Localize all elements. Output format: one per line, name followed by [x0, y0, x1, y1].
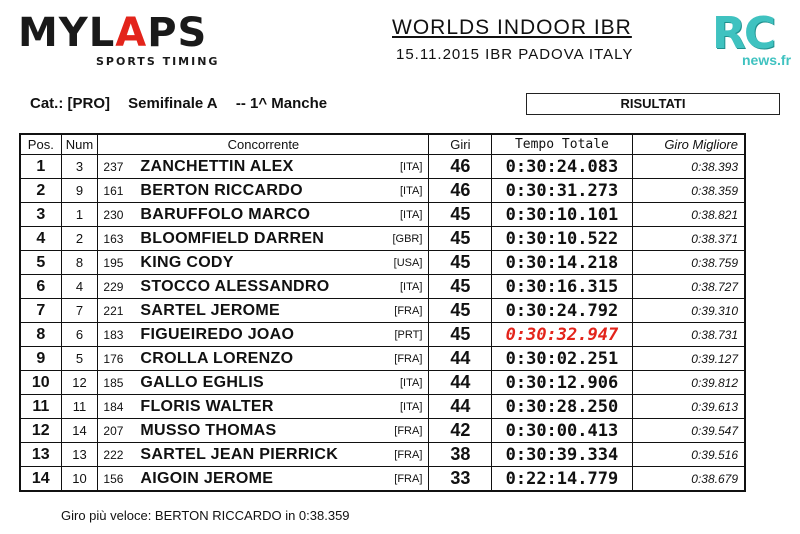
row-competitor	[98, 467, 429, 492]
row-pos: 1	[20, 155, 61, 179]
row-total-time: 0:30:00.413	[492, 419, 632, 443]
row-competitor	[98, 299, 429, 323]
row-num: 5	[61, 347, 98, 371]
row-code: 222	[103, 448, 124, 462]
row-name: FIGUEIREDO JOAO	[140, 326, 295, 343]
row-total-time: 0:30:31.273	[492, 179, 632, 203]
row-total-time: 0:30:12.906	[492, 371, 632, 395]
table-row	[20, 203, 745, 227]
category-label: Cat.: [PRO]	[30, 95, 110, 112]
row-name: AIGOIN JEROME	[140, 470, 274, 487]
row-laps: 38	[429, 443, 492, 467]
row-code: 176	[103, 352, 124, 366]
row-best-lap: 0:39.812	[632, 371, 745, 395]
table-row	[20, 155, 745, 179]
row-pos: 14	[20, 467, 61, 492]
row-code: 221	[103, 304, 124, 318]
row-best-lap: 0:38.393	[632, 155, 745, 179]
row-nationality: [FRA]	[394, 425, 423, 437]
table-header-row	[20, 134, 745, 155]
row-pos: 6	[20, 275, 61, 299]
mylaps-logo-text: MYLAPS	[18, 10, 208, 56]
event-title: WORLDS INDOOR IBR	[392, 16, 632, 39]
row-name: BARUFFOLO MARCO	[140, 206, 311, 223]
row-laps: 44	[429, 371, 492, 395]
row-code: 237	[103, 160, 124, 174]
row-best-lap: 0:39.127	[632, 347, 745, 371]
row-nationality: [ITA]	[399, 161, 423, 173]
table-row	[20, 323, 745, 347]
row-nationality: [FRA]	[394, 353, 423, 365]
col-header-num: Num	[61, 134, 98, 155]
row-pos: 11	[20, 395, 61, 419]
row-pos: 3	[20, 203, 61, 227]
col-header-total-time: Tempo Totale	[492, 134, 632, 155]
mylaps-logo-word	[18, 10, 207, 56]
row-competitor	[98, 155, 429, 179]
row-competitor	[98, 203, 429, 227]
row-name: SARTEL JEROME	[140, 302, 281, 319]
col-header-competitor: Concorrente	[98, 134, 429, 155]
row-competitor	[98, 395, 429, 419]
row-nationality: [ITA]	[399, 281, 423, 293]
row-pos: 12	[20, 419, 61, 443]
table-row	[20, 467, 745, 492]
row-code: 183	[103, 328, 124, 342]
row-name: BLOOMFIELD DARREN	[140, 230, 325, 247]
row-num: 6	[61, 323, 98, 347]
row-competitor	[98, 227, 429, 251]
row-laps: 45	[429, 251, 492, 275]
row-num: 1	[61, 203, 98, 227]
rcnews-logo-letters: RC	[712, 8, 775, 59]
row-name: ZANCHETTIN ALEX	[140, 158, 294, 175]
round-label: Semifinale A	[128, 95, 218, 112]
table-row	[20, 371, 745, 395]
row-laps: 42	[429, 419, 492, 443]
row-competitor	[98, 347, 429, 371]
row-best-lap: 0:39.547	[632, 419, 745, 443]
results-table-body	[20, 155, 745, 492]
row-laps: 46	[429, 179, 492, 203]
row-code: 195	[103, 256, 124, 270]
row-best-lap: 0:39.310	[632, 299, 745, 323]
row-total-time: 0:22:14.779	[492, 467, 632, 492]
row-nationality: [ITA]	[399, 377, 423, 389]
row-name: FLORIS WALTER	[140, 398, 274, 415]
row-code: 230	[103, 208, 124, 222]
row-total-time: 0:30:10.101	[492, 203, 632, 227]
row-total-time: 0:30:24.083	[492, 155, 632, 179]
row-laps: 33	[429, 467, 492, 492]
row-competitor	[98, 371, 429, 395]
row-pos: 9	[20, 347, 61, 371]
row-total-time: 0:30:02.251	[492, 347, 632, 371]
row-name: KING CODY	[140, 254, 234, 271]
table-row	[20, 275, 745, 299]
rcnews-logo	[712, 8, 792, 70]
row-nationality: [FRA]	[394, 449, 423, 461]
row-name: GALLO EGHLIS	[140, 374, 264, 391]
row-num: 9	[61, 179, 98, 203]
row-laps: 45	[429, 227, 492, 251]
table-row	[20, 299, 745, 323]
row-best-lap: 0:38.727	[632, 275, 745, 299]
row-total-time: 0:30:24.792	[492, 299, 632, 323]
row-num: 12	[61, 371, 98, 395]
row-best-lap: 0:38.759	[632, 251, 745, 275]
row-pos: 10	[20, 371, 61, 395]
table-row	[20, 443, 745, 467]
row-total-time: 0:30:39.334	[492, 443, 632, 467]
row-code: 229	[103, 280, 124, 294]
row-laps: 45	[429, 275, 492, 299]
row-competitor	[98, 443, 429, 467]
row-total-time: 0:30:16.315	[492, 275, 632, 299]
row-nationality: [FRA]	[394, 305, 423, 317]
row-pos: 7	[20, 299, 61, 323]
row-name: STOCCO ALESSANDRO	[140, 278, 330, 295]
table-row	[20, 419, 745, 443]
row-competitor	[98, 323, 429, 347]
row-code: 163	[103, 232, 124, 246]
row-laps: 45	[429, 203, 492, 227]
row-nationality: [ITA]	[399, 209, 423, 221]
row-name: SARTEL JEAN PIERRICK	[140, 446, 339, 463]
col-header-pos: Pos.	[20, 134, 61, 155]
table-row	[20, 251, 745, 275]
row-code: 207	[103, 424, 124, 438]
row-total-time: 0:30:10.522	[492, 227, 632, 251]
heat-label: -- 1^ Manche	[235, 95, 328, 112]
category-line	[30, 95, 341, 112]
row-num: 7	[61, 299, 98, 323]
row-total-time-highlighted: 0:30:32.947	[492, 323, 632, 347]
row-num: 8	[61, 251, 98, 275]
row-best-lap: 0:38.359	[632, 179, 745, 203]
row-best-lap: 0:38.821	[632, 203, 745, 227]
row-competitor	[98, 419, 429, 443]
row-code: 161	[103, 184, 124, 198]
mylaps-logo-accent-letter: A	[115, 10, 148, 56]
results-label-box: RISULTATI	[526, 93, 780, 115]
row-name: CROLLA LORENZO	[140, 350, 294, 367]
row-pos: 5	[20, 251, 61, 275]
row-nationality: [ITA]	[399, 401, 423, 413]
row-num: 4	[61, 275, 98, 299]
row-num: 3	[61, 155, 98, 179]
row-num: 13	[61, 443, 98, 467]
row-competitor	[98, 179, 429, 203]
row-pos: 8	[20, 323, 61, 347]
row-best-lap: 0:39.613	[632, 395, 745, 419]
event-date: 15.11.2015 IBR PADOVA ITALY	[396, 46, 634, 63]
row-total-time: 0:30:14.218	[492, 251, 632, 275]
row-pos: 13	[20, 443, 61, 467]
table-row	[20, 179, 745, 203]
row-nationality: [GBR]	[392, 233, 423, 245]
table-row	[20, 395, 745, 419]
row-total-time: 0:30:28.250	[492, 395, 632, 419]
row-pos: 4	[20, 227, 61, 251]
row-name: BERTON RICCARDO	[140, 182, 303, 199]
table-row	[20, 227, 745, 251]
row-nationality: [PRT]	[394, 329, 423, 341]
row-best-lap: 0:38.679	[632, 467, 745, 492]
row-code: 184	[103, 400, 124, 414]
mylaps-logo-tagline: SPORTS TIMING	[96, 55, 220, 68]
row-code: 185	[103, 376, 124, 390]
row-best-lap: 0:38.371	[632, 227, 745, 251]
col-header-best-lap: Giro Migliore	[632, 134, 745, 155]
col-header-laps: Giri	[429, 134, 492, 155]
row-laps: 44	[429, 347, 492, 371]
mylaps-logo	[18, 10, 240, 72]
row-nationality: [ITA]	[399, 185, 423, 197]
row-best-lap: 0:38.731	[632, 323, 745, 347]
row-name: MUSSO THOMAS	[140, 422, 277, 439]
results-table	[19, 133, 746, 492]
row-laps: 46	[429, 155, 492, 179]
row-num: 2	[61, 227, 98, 251]
table-row	[20, 347, 745, 371]
row-nationality: [USA]	[393, 257, 423, 269]
row-laps: 45	[429, 299, 492, 323]
row-num: 14	[61, 419, 98, 443]
row-laps: 44	[429, 395, 492, 419]
row-best-lap: 0:39.516	[632, 443, 745, 467]
row-num: 10	[61, 467, 98, 492]
row-pos: 2	[20, 179, 61, 203]
fastest-lap-note: Giro più veloce: BERTON RICCARDO in 0:38.359	[61, 508, 350, 523]
rcnews-logo-sub: news.fr	[742, 52, 792, 68]
row-competitor	[98, 251, 429, 275]
row-nationality: [FRA]	[394, 473, 423, 485]
row-num: 11	[61, 395, 98, 419]
row-laps: 45	[429, 323, 492, 347]
row-code: 156	[103, 472, 124, 486]
row-competitor	[98, 275, 429, 299]
